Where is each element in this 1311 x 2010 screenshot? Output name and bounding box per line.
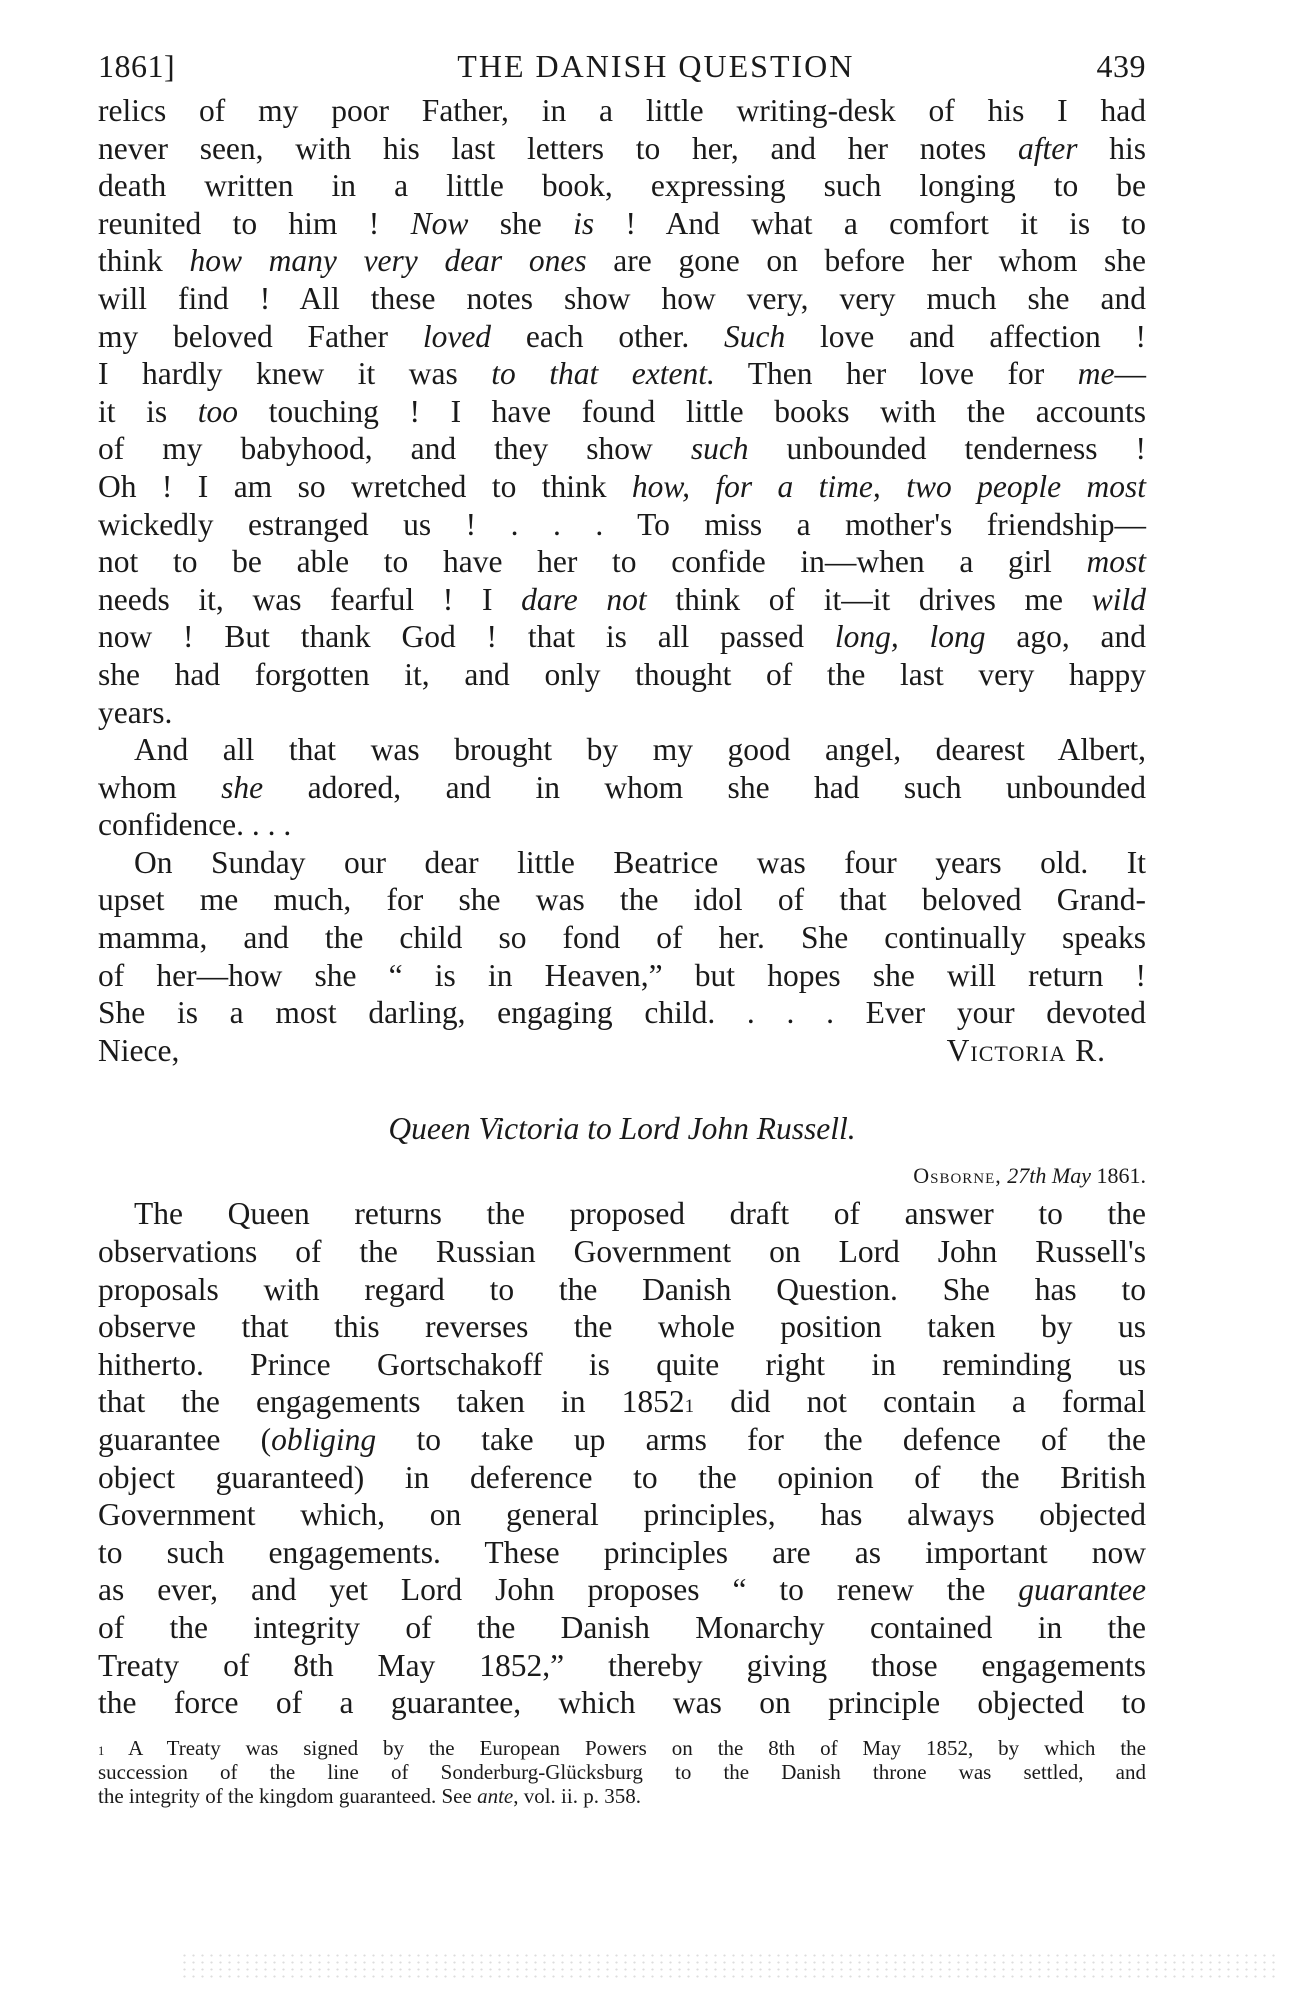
text-line: upset me much, for she was the idol of that beloved Grand- (98, 882, 1146, 918)
text-line: as ever, and yet Lord John proposes “ to renew the guarantee (98, 1572, 1146, 1608)
text-line: And all that was brought by my good angel, dearest Albert, (134, 732, 1146, 768)
text-line: think how many very dear ones are gone on before her whom she (98, 243, 1147, 279)
text-line: On Sunday our dear little Beatrice was four years old. It (134, 844, 1146, 880)
text-line: object guaranteed) in deference to the opinion of the British (98, 1459, 1146, 1495)
dateline-date: 27th May (1007, 1163, 1091, 1189)
text-line: The Queen returns the proposed draft of answer to the (134, 1196, 1146, 1232)
body-text (98, 92, 1146, 1722)
text-line: my beloved Father loved each other. Such love and affection ! (98, 318, 1146, 354)
text-line: to such engagements. These principles are as important now (98, 1534, 1146, 1570)
text-line: it is too touching ! I have found little books with the accounts (98, 393, 1147, 429)
text-line: needs it, was fearful ! I dare not think of it—it drives me wild (98, 581, 1146, 617)
text-line: now ! But thank God ! that is all passed long, long ago, and (98, 619, 1146, 655)
header-year: 1861] (98, 48, 176, 84)
text-line: not to be able to have her to confide in—when a girl most (98, 544, 1146, 580)
text-line: confidence. . . . (98, 807, 292, 843)
text-line: never seen, with his last letters to her, and her notes after his (98, 130, 1146, 166)
text-line: the force of a guarantee, which was on principle objected to (98, 1685, 1146, 1721)
letter-heading: Queen Victoria to Lord John Russell. (388, 1111, 856, 1147)
text-line: that the engagements taken in 1852$^1$ did not contain a formal (98, 1384, 1146, 1420)
paragraph-3 (98, 844, 1146, 1070)
footnote-line: $^1$ A Treaty was signed by the European Powers on the 8th of May 1852, by which the (98, 1735, 1146, 1760)
text-line: of the integrity of the Danish Monarchy contained in the (98, 1609, 1146, 1645)
dateline-year: 1861. (1096, 1163, 1146, 1189)
salutation: Niece, (98, 1032, 180, 1068)
text-line: hitherto. Prince Gortschakoff is quite right in reminding us (98, 1346, 1146, 1382)
dateline (98, 1161, 1146, 1191)
text-line: of her—how she “ is in Heaven,” but hopes she will return ! (98, 957, 1146, 993)
text-line: guarantee (obliging to take up arms for the defence of the (98, 1422, 1147, 1457)
text-line: proposals with regard to the Danish Question. She has to (98, 1271, 1146, 1307)
text-line: whom she adored, and in whom she had such unbounded (98, 769, 1146, 805)
paragraph-2 (98, 731, 1146, 844)
page-title: THE DANISH QUESTION (457, 48, 855, 84)
text-line: mamma, and the child so fond of her. She continually speaks (98, 920, 1146, 956)
text-line: relics of my poor Father, in a little writing-desk of his I had (98, 93, 1146, 128)
running-head (98, 48, 1146, 92)
paragraph-4 (98, 1195, 1146, 1721)
footnote-line: succession of the line of Sonderburg-Glücksburg to the Danish throne was settled, and (98, 1759, 1146, 1784)
footnote-line: the integrity of the kingdom guaranteed. See ante, vol. ii. p. 358. (98, 1783, 641, 1808)
text-line: She is a most darling, engaging child. . . . Ever your devoted (98, 995, 1146, 1031)
footnote-number: 1 (98, 1743, 105, 1758)
text-line: death written in a little book, expressing such longing to be (98, 168, 1146, 204)
text-line: of my babyhood, and they show such unbounded tenderness ! (98, 431, 1146, 467)
text-line: observations of the Russian Government on Lord John Russell's (98, 1234, 1146, 1270)
dateline-place: Osborne, (913, 1163, 1002, 1189)
paragraph-1 (98, 92, 1146, 731)
page (98, 48, 1146, 1808)
text-line: Oh ! I am so wretched to think how, for a time, two people most (98, 468, 1146, 504)
text-line: Government which, on general principles, has always objected (98, 1497, 1146, 1533)
text-line: years. (98, 694, 173, 730)
text-line: she had forgotten it, and only thought of the last very happy (98, 656, 1146, 692)
text-line: reunited to him ! Now she is ! And what a comfort it is to (98, 205, 1146, 241)
footnote (98, 1736, 1146, 1808)
text-line: will find ! All these notes show how very, very much she and (98, 280, 1146, 316)
page-number: 439 (1096, 48, 1146, 84)
signoff (98, 1032, 1146, 1070)
text-line: Treaty of 8th May 1852,” thereby giving those engagements (98, 1647, 1146, 1683)
text-line: observe that this reverses the whole position taken by us (98, 1309, 1146, 1345)
footnote-marker: 1 (684, 1396, 695, 1418)
signature: Victoria R. (946, 1032, 1106, 1068)
text-line: wickedly estranged us ! . . . To miss a mother's friendship— (98, 506, 1146, 542)
scan-noise (180, 1952, 1280, 1980)
text-line: I hardly knew it was to that extent. Then her love for me— (98, 356, 1146, 392)
